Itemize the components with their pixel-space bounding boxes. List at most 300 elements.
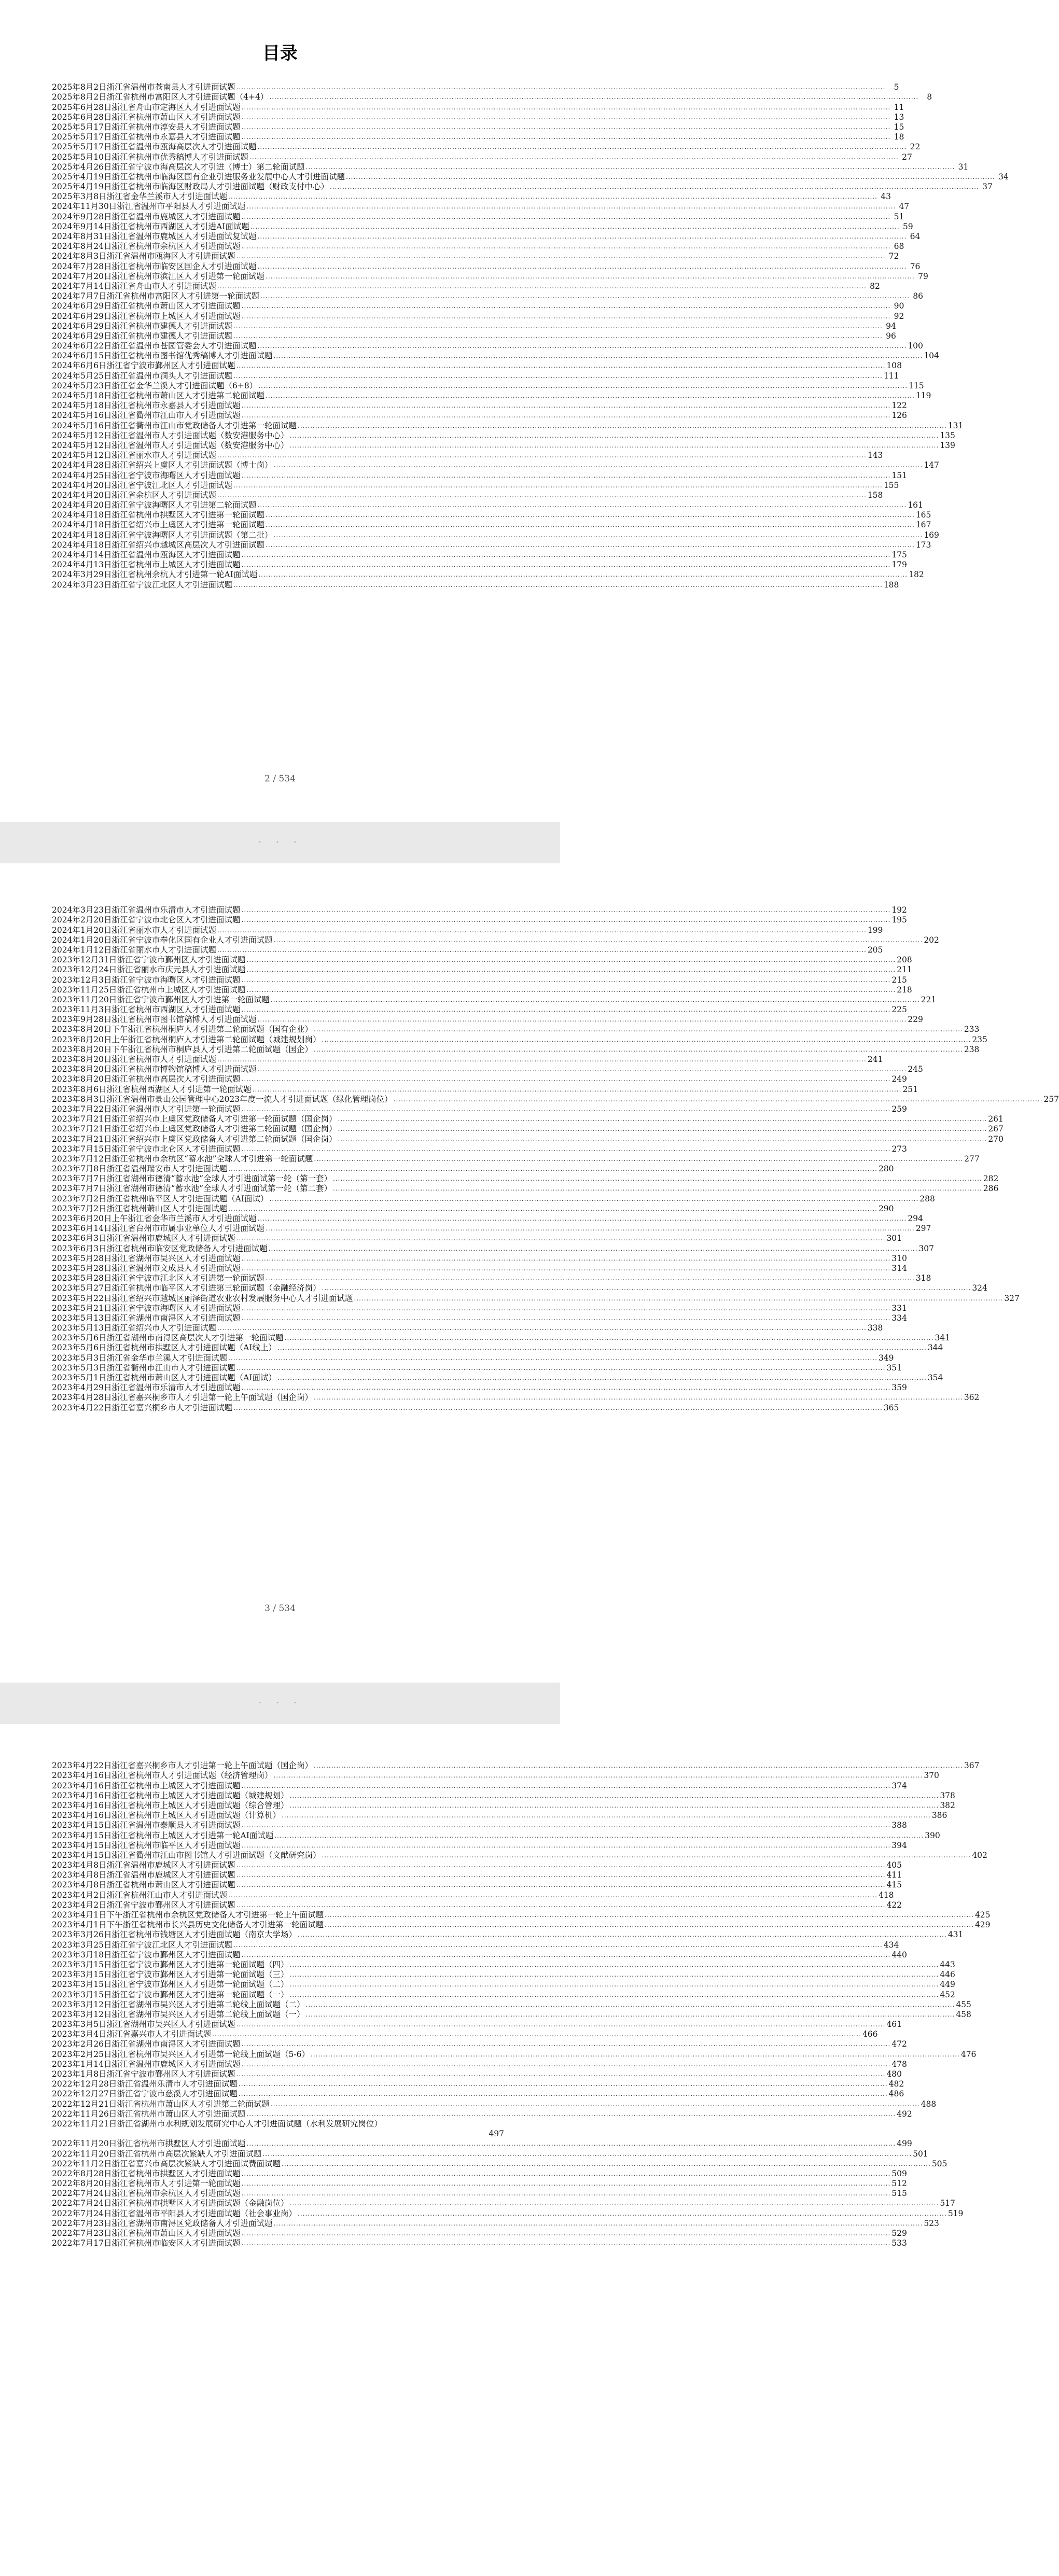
toc-entry-page: 286 [983,1184,999,1194]
toc-entry-page: 100 [908,341,923,351]
toc-entry[interactable] [52,2178,907,2189]
toc-entry[interactable] [52,1333,951,1343]
toc-entry[interactable] [52,1183,999,1194]
toc-entry[interactable] [52,1004,907,1015]
toc-entry[interactable] [52,231,921,241]
dot-leader: .................................................................................................................................................................................................................................................................... [277,1344,927,1352]
toc-entry[interactable] [52,201,910,212]
toc-entry[interactable] [52,112,904,122]
toc-entry[interactable] [52,1760,980,1771]
dot-leader: .................................................................................................................................................................................................................................................................... [249,153,899,161]
toc-entry-title: 2022年11月20日浙江省杭州市拱墅区人才引进面试题 [52,2139,246,2149]
toc-entry-page: 455 [956,1999,971,2009]
toc-entry-title: 2023年2月26日浙江省湖州市南浔区人才引进面试题 [52,2039,241,2049]
dot-leader: .................................................................................................................................................................................................................................................................... [289,2200,939,2207]
toc-entry-title: 2025年4月26日浙江省宁波市海高层次人才引进（博士）第二轮面试题 [52,162,305,172]
toc-entry-page: 119 [915,391,931,400]
dot-leader: .................................................................................................................................................................................................................................................................... [241,1782,891,1789]
toc-entry-page: 290 [878,1203,894,1213]
toc-entry[interactable] [52,1263,907,1273]
dot-leader: .................................................................................................................................................................................................................................................................... [228,193,877,201]
toc-entry[interactable] [52,1323,883,1333]
toc-entry[interactable] [52,569,924,580]
toc-entry[interactable] [52,1850,987,1860]
toc-entry[interactable] [52,1780,907,1790]
toc-entry[interactable] [52,311,904,321]
toc-entry[interactable] [52,2009,971,2019]
toc-entry[interactable] [52,1820,907,1830]
toc-entry[interactable] [52,480,899,490]
toc-entry-title: 2023年6月3日浙江省温州市鹿城区人才引进面试题 [52,1234,235,1243]
toc-entry[interactable] [52,1213,923,1223]
toc-entry[interactable] [52,430,955,440]
toc-entry[interactable] [52,1979,955,1990]
toc-entry[interactable] [52,1870,902,1880]
toc-entry[interactable] [52,102,904,112]
toc-entry-page: 135 [940,430,955,440]
dot-leader: .................................................................................................................................................................................................................................................................... [236,2070,886,2078]
toc-entry[interactable] [52,2029,878,2039]
toc-entry-page: 388 [891,1821,907,1830]
toc-entry[interactable] [52,974,907,985]
toc-entry-title: 2023年11月25日浙江省杭州市上城区人才引进面试题 [52,985,246,995]
toc-entry[interactable] [52,2119,504,2129]
toc-entry[interactable] [52,1950,907,1959]
toc-entry[interactable] [52,955,912,965]
page-number: 3 / 534 [264,1603,296,1614]
toc-entry[interactable] [52,490,883,500]
toc-entry[interactable] [52,390,931,400]
toc-entry-page: 482 [888,2079,904,2089]
toc-entry-title: 2023年8月6日浙江省杭州西湖区人才引进第一轮面试题 [52,1084,252,1094]
dot-leader: .................................................................................................................................................................................................................................................................... [238,2080,888,2088]
toc-entry[interactable] [52,1939,899,1950]
dot-leader: .................................................................................................................................................................................................................................................................... [346,173,995,180]
toc-entry[interactable] [52,1253,907,1263]
toc-entry[interactable] [52,1203,894,1213]
toc-entry[interactable] [52,2198,955,2208]
toc-entry-page: 476 [960,2049,977,2059]
toc-entry-title: 2024年2月20日浙江省宁波市北仑区人才引进面试题 [52,915,241,925]
dot-leader: .................................................................................................................................................................................................................................................................... [228,1891,877,1899]
toc-entry-title: 2023年5月1日浙江省杭州市萧山区人才引进面试题（AI面试） [52,1373,276,1382]
toc-entry-title: 2024年4月20日浙江省宁波海曙区人才引进第二轮面试题 [52,500,257,510]
toc-entry-page: 241 [867,1055,883,1064]
toc-entry-page: 238 [964,1044,980,1054]
toc-entry[interactable] [52,579,899,590]
toc-entry[interactable] [52,2218,939,2228]
toc-entry[interactable] [52,1164,894,1174]
toc-entry[interactable] [52,945,883,955]
toc-entry[interactable] [52,1094,1059,1104]
toc-entry[interactable] [52,191,891,202]
toc-entry[interactable] [52,540,931,550]
dot-leader: .................................................................................................................................................................................................................................................................... [314,1045,963,1053]
dot-leader: .................................................................................................................................................................................................................................................................... [262,2150,912,2158]
toc-entry[interactable] [52,2049,977,2059]
toc-entry-title: 2024年5月16日浙江省衢州市江山市党政储备人才引进第一轮面试题 [52,421,297,430]
toc-entry[interactable] [52,1999,971,2009]
toc-entry-page: 378 [940,1790,955,1800]
dot-leader: .................................................................................................................................................................................................................................................................... [266,511,915,519]
dot-leader: .................................................................................................................................................................................................................................................................... [246,2140,896,2148]
dot-leader: .................................................................................................................................................................................................................................................................... [241,213,891,220]
toc-entry[interactable] [52,440,955,450]
toc-entry[interactable] [52,985,912,995]
dot-leader: .................................................................................................................................................................................................................................................................... [252,1085,902,1093]
toc-entry[interactable] [52,520,931,530]
dot-leader: .................................................................................................................................................................................................................................................................... [266,1275,915,1282]
toc-entry[interactable] [52,1880,902,1890]
toc-entry[interactable] [52,2138,912,2149]
toc-entry-title: 2024年5月18日浙江省杭州市萧山区人才引进第二轮面试题 [52,391,265,400]
toc-entry-title: 2023年4月1日下午浙江省杭州市余杭区党政储备人才引进第一轮上午面试题 [52,1910,324,1920]
toc-entry[interactable] [52,2089,904,2099]
toc-entry-title: 2024年6月6日浙江省宁波市鄞州区人才引进面试题 [52,361,235,371]
toc-entry[interactable] [52,450,883,460]
toc-entry-page: 5 [894,82,899,92]
toc-entry[interactable] [52,935,939,945]
toc-entry-title: 2023年4月15日浙江省温州市泰顺县人才引进面试题 [52,1821,241,1830]
dot-leader: .................................................................................................................................................................................................................................................................... [305,2000,955,2008]
toc-entry-title: 2023年3月4日浙江省嘉兴市人才引进面试题 [52,2029,212,2039]
dot-leader: .................................................................................................................................................................................................................................................................... [236,1901,886,1909]
toc-entry-page: 344 [927,1343,943,1353]
toc-entry-page: 434 [883,1940,899,1950]
toc-entry[interactable] [52,1910,991,1920]
toc-entry-title: 2023年3月26日浙江省杭州市钱塘区人才引进面试题（南京大学场） [52,1930,297,1940]
toc-entry[interactable] [52,1233,902,1243]
toc-entry[interactable] [52,905,907,915]
toc-entry-page: 499 [897,2139,912,2149]
toc-entry[interactable] [52,92,932,102]
toc-entry[interactable] [52,271,928,281]
toc-entry[interactable] [52,1889,894,1900]
toc-entry[interactable] [52,1173,999,1184]
dot-leader: .................................................................................................................................................................................................................................................................... [241,1951,891,1958]
dot-leader: .................................................................................................................................................................................................................................................................... [241,103,891,111]
toc-entry-title: 2023年7月2日浙江省杭州萧山区人才引进面试题 [52,1203,228,1213]
toc-entry[interactable] [52,381,924,390]
toc-entry-title: 2024年5月23日浙江省金华兰溪人才引进面试题（6+8） [52,381,258,390]
dot-leader: .................................................................................................................................................................................................................................................................... [258,571,908,579]
toc-entry[interactable] [52,281,880,291]
toc-entry[interactable] [52,1920,991,1930]
toc-entry-page: 367 [964,1761,980,1771]
toc-entry-page: 294 [908,1214,923,1223]
toc-entry[interactable] [52,1024,980,1034]
toc-entry-title: 2025年5月17日浙江省杭州市永嘉县人才引进面试题 [52,132,241,142]
toc-entry[interactable] [52,172,1009,181]
toc-entry-page: 82 [870,281,880,291]
toc-entry[interactable] [52,132,904,142]
toc-entry[interactable] [52,151,912,162]
toc-entry[interactable] [52,2159,947,2168]
toc-entry[interactable] [52,1800,955,1810]
dot-leader: .................................................................................................................................................................................................................................................................... [228,1354,877,1362]
toc-entry-page: 440 [891,1950,907,1959]
dot-leader: .................................................................................................................................................................................................................................................................... [269,93,919,101]
toc-entry-page: 466 [862,2029,878,2039]
toc-entry[interactable] [52,2039,907,2049]
toc-entry-page: 261 [988,1114,1004,1124]
toc-entry-title: 2023年5月13日浙江省湖州市南浔区人才引进面试题 [52,1313,241,1323]
toc-entry-page: 327 [1004,1293,1020,1303]
toc-entry[interactable] [52,1014,923,1025]
toc-entry[interactable] [52,1830,940,1840]
toc-entry[interactable] [52,331,896,341]
toc-entry[interactable] [52,1810,947,1821]
dot-leader: .................................................................................................................................................................................................................................................................... [338,1115,987,1123]
toc-entry[interactable] [52,261,921,271]
toc-entry[interactable] [52,1273,931,1283]
toc-entry[interactable] [52,1929,964,1940]
toc-entry[interactable] [52,2228,907,2238]
dot-leader: .................................................................................................................................................................................................................................................................... [236,1871,886,1879]
toc-entry-page: 365 [883,1403,899,1412]
toc-entry[interactable] [52,1860,902,1870]
toc-entry-page: 169 [924,530,939,540]
toc-entry[interactable] [52,1303,907,1313]
toc-entry-title: 2023年3月12日浙江省湖州市吴兴区人才引进第二轮线上面试题（一） [52,2009,305,2019]
toc-entry[interactable] [52,460,939,470]
toc-entry[interactable] [52,341,923,351]
toc-entry[interactable] [52,1243,935,1253]
toc-entry[interactable] [52,400,907,411]
toc-entry-page: 529 [891,2229,907,2238]
toc-entry-page: 390 [925,1830,940,1840]
toc-entry[interactable] [52,2188,907,2199]
toc-entry-title: 2023年7月2日浙江省杭州临平区人才引进面试题（AI面试） [52,1194,269,1203]
dot-leader: .................................................................................................................................................................................................................................................................... [311,2050,960,2058]
toc-entry[interactable] [52,2129,504,2138]
toc-entry[interactable] [52,1342,943,1353]
dot-leader: .................................................................................................................................................................................................................................................................... [241,113,891,121]
toc-entry[interactable] [52,2238,907,2248]
toc-entry[interactable] [52,1352,894,1363]
toc-entry[interactable] [52,964,912,975]
toc-entry[interactable] [52,1074,907,1084]
toc-entry[interactable] [52,1363,902,1373]
toc-entry[interactable] [52,221,913,231]
toc-entry-title: 2023年7月15日浙江省宁波市北仑区人才引进面试题 [52,1144,241,1154]
toc-entry[interactable] [52,2098,937,2109]
toc-entry[interactable] [52,915,907,925]
dot-leader: .................................................................................................................................................................................................................................................................... [282,1812,931,1819]
toc-entry[interactable] [52,291,923,301]
dot-leader: .................................................................................................................................................................................................................................................................... [273,352,923,360]
toc-entry-title: 2024年7月20日浙江省杭州市滨江区人才引进第一轮面试题 [52,271,265,281]
toc-entry-title: 2023年4月22日浙江省嘉兴桐乡市人才引进面试题 [52,1403,233,1412]
dot-leader: .................................................................................................................................................................................................................................................................... [236,1235,886,1242]
toc-entry-page: 515 [891,2189,907,2199]
toc-entry-title: 2023年4月15日浙江省衢州市江山市图书馆人才引进面试题（文献研究岗） [52,1850,321,1860]
toc-entry-title: 2023年3月12日浙江省湖州市吴兴区人才引进第二轮线上面试题（二） [52,1999,305,2009]
dot-leader: .................................................................................................................................................................................................................................................................... [289,1971,939,1979]
page-number: 2 / 534 [264,774,296,784]
toc-entry-title: 2024年4月25日浙江省宁波市海曙区人才引进面试题 [52,470,241,480]
toc-entry-title: 2023年5月6日浙江省湖州市南浔区高层次人才引进第一轮面试题 [52,1333,284,1343]
dot-leader: .................................................................................................................................................................................................................................................................... [241,243,891,250]
toc-entry[interactable] [52,251,899,261]
toc-entry[interactable] [52,301,904,311]
toc-entry-page: 249 [891,1074,907,1084]
dot-leader: .................................................................................................................................................................................................................................................................... [266,541,915,549]
toc-entry-title: 2023年11月20日浙江省宁波市鄞州区人才引进第一轮面试题 [52,995,270,1004]
toc-entry[interactable] [52,1223,931,1234]
toc-entry[interactable] [52,1770,939,1781]
dot-leader: .................................................................................................................................................................................................................................................................... [236,1364,886,1371]
toc-entry-page: 215 [891,975,907,985]
toc-entry-page: 341 [935,1333,951,1343]
toc-entry[interactable] [52,995,937,1004]
dot-leader: .................................................................................................................................................................................................................................................................... [289,1801,939,1809]
toc-entry-page: 76 [910,261,921,271]
toc-entry[interactable] [52,370,899,381]
toc-entry-page: 517 [940,2199,955,2208]
toc-entry-page: 446 [940,1970,955,1980]
toc-entry-title: 2023年4月22日浙江省嘉兴桐乡市人才引进第一轮上午面试题（国企岗） [52,1761,313,1771]
toc-entry-title: 2024年4月14日浙江省温州市瓯海区人才引进面试题 [52,550,241,559]
toc-entry-page: 318 [915,1273,931,1283]
toc-entry-page: 94 [886,321,896,331]
toc-entry[interactable] [52,360,902,371]
toc-entry[interactable] [52,2079,904,2089]
toc-entry[interactable] [52,1034,987,1044]
toc-entry[interactable] [52,321,896,331]
toc-entry[interactable] [52,122,904,132]
toc-entry-page: 422 [886,1900,902,1910]
toc-entry[interactable] [52,1402,899,1412]
toc-entry[interactable] [52,1114,1004,1124]
dot-leader: .................................................................................................................................................................................................................................................................... [338,1135,987,1143]
toc-entry-title: 2023年5月28日浙江省温州市文成县人才引进面试题 [52,1263,241,1273]
toc-entry[interactable] [52,1900,902,1910]
toc-entry-page: 458 [956,2009,971,2019]
toc-entry-title: 2024年7月14日浙江省舟山市人才引进面试题 [52,281,217,291]
toc-entry[interactable] [52,1959,955,1969]
toc-entry[interactable] [52,1084,918,1094]
toc-entry[interactable] [52,351,939,361]
toc-entry-title: 2023年4月8日浙江省温州市鹿城区人才引进面试题 [52,1870,235,1880]
toc-entry[interactable] [52,510,931,520]
toc-entry[interactable] [52,1283,987,1293]
toc-entry-title: 2024年1月20日浙江省丽水市人才引进面试题 [52,925,217,935]
toc-entry[interactable] [52,559,907,570]
toc-entry-page: 486 [888,2089,904,2099]
toc-entry[interactable] [52,2109,912,2119]
toc-entry[interactable] [52,211,904,221]
toc-entry[interactable] [52,2168,907,2178]
toc-entry[interactable] [52,181,993,192]
toc-entry[interactable] [52,1989,955,1999]
toc-entry[interactable] [52,1044,980,1054]
toc-entry[interactable] [52,1104,907,1114]
toc-entry[interactable] [52,550,907,559]
toc-entry[interactable] [52,1392,980,1403]
toc-entry[interactable] [52,1373,943,1382]
toc-entry-page: 11 [894,102,904,112]
toc-entry[interactable] [52,1124,1004,1134]
toc-entry-page: 139 [940,440,955,450]
toc-entry-page: 208 [897,955,912,965]
toc-entry-page: 431 [947,1930,964,1940]
toc-entry[interactable] [52,241,904,251]
toc-entry-title: 2022年11月2日浙江省嘉兴市高层次紧缺人才引进面试费面试题 [52,2159,281,2168]
toc-page-1 [0,0,1009,822]
toc-entry[interactable] [52,420,964,430]
toc-entry-page: 297 [915,1224,931,1234]
toc-entry-page: 405 [886,1860,902,1870]
toc-entry-page: 126 [891,411,907,421]
toc-entry-title: 2022年7月24日浙江省温州市平阳县人才引进面试题（社会事业岗） [52,2208,297,2218]
toc-entry-title: 2023年12月3日浙江省宁波市海曙区人才引进面试题 [52,975,241,985]
dot-leader: .................................................................................................................................................................................................................................................................... [298,2209,947,2217]
dot-leader: .................................................................................................................................................................................................................................................................... [217,1324,867,1332]
toc-entry[interactable] [52,500,923,510]
toc-entry-page: 338 [867,1323,883,1333]
toc-entry-page: 72 [888,251,899,261]
toc-entry-title: 2024年4月28日浙江省绍兴上虞区人才引进面试题（博士岗） [52,460,273,470]
toc-entry-title: 2024年6月29日浙江省杭州市萧山区人才引进面试题 [52,301,241,311]
toc-entry[interactable] [52,1144,907,1154]
toc-entry-title: 2023年4月29日浙江省温州市乐清市人才引进面试题 [52,1383,241,1393]
toc-entry-page: 334 [891,1313,907,1323]
toc-title: 目录 [262,43,298,64]
toc-entry[interactable] [52,1313,907,1323]
toc-entry-page: 497 [489,2129,504,2139]
toc-entry[interactable] [52,162,969,172]
toc-entry[interactable] [52,470,907,480]
toc-entry[interactable] [52,1133,1004,1144]
toc-entry[interactable] [52,1969,955,1980]
toc-entry-title: 2024年4月13日浙江省杭州市上城区人才引进面试题 [52,560,241,570]
toc-entry[interactable] [52,1293,1020,1303]
toc-entry-page: 90 [894,301,904,311]
toc-entry[interactable] [52,142,921,152]
dot-leader: .................................................................................................................................................................................................................................................................... [241,1264,891,1272]
toc-entry[interactable] [52,2059,907,2069]
toc-entry[interactable] [52,1054,883,1064]
toc-entry-title: 2024年4月18日浙江省绍兴市上虞区人才引进第一轮面试题 [52,520,265,530]
toc-entry[interactable] [52,1840,907,1850]
toc-entry[interactable] [52,1193,935,1203]
toc-entry-page: 257 [1043,1094,1059,1104]
toc-entry[interactable] [52,2069,902,2079]
toc-entry[interactable] [52,2019,902,2029]
toc-entry-page: 235 [972,1034,987,1044]
toc-entry-title: 2024年6月29日浙江省杭州市建德人才引进面试题 [52,321,233,331]
toc-entry[interactable] [52,2208,964,2218]
toc-entry-title: 2022年11月26日浙江省杭州市萧山区人才引进面试题 [52,2109,246,2119]
toc-entry[interactable] [52,1154,980,1164]
toc-entry[interactable] [52,925,883,935]
toc-entry[interactable] [52,1790,955,1800]
toc-entry-title: 2024年7月7日浙江省杭州市富阳区人才引进第一轮面试题 [52,291,260,301]
toc-entry[interactable] [52,410,907,421]
toc-entry[interactable] [52,2148,928,2159]
toc-entry-page: 205 [867,945,883,955]
toc-entry[interactable] [52,529,939,540]
toc-entry[interactable] [52,1382,907,1393]
dot-leader: .................................................................................................................................................................................................................................................................... [274,1831,924,1839]
toc-entry-title: 2025年3月8日浙江省金华兰溪市人才引进面试题 [52,192,228,202]
toc-entry[interactable] [52,82,899,92]
toc-entry-page: 349 [878,1353,894,1363]
toc-entry[interactable] [52,1064,923,1074]
dot-leader: .................................................................................................................................................................................................................................................................... [322,1851,971,1859]
toc-entry-page: 270 [988,1134,1004,1144]
